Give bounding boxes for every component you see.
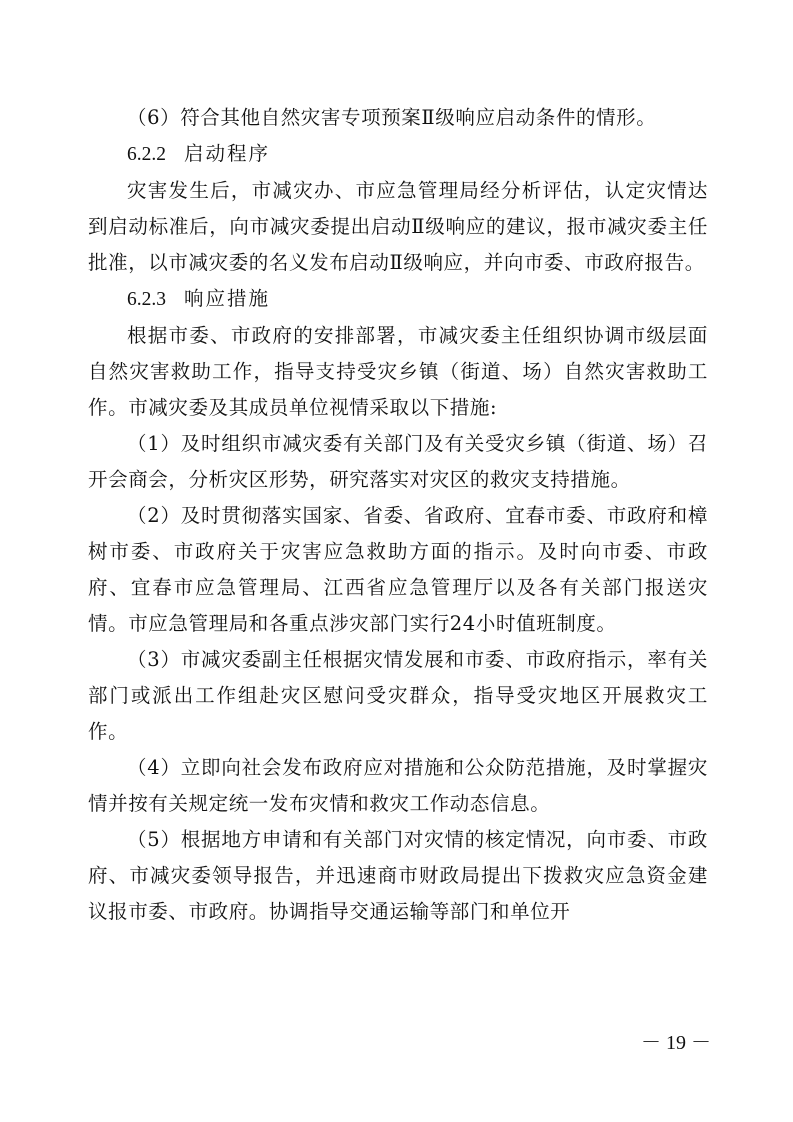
measure-1-paragraph: （1）及时组织市减灾委有关部门及有关受灾乡镇（街道、场）召开会商会，分析灾区形势，研究落实对灾区的救灾支持措施。 — [88, 432, 708, 491]
section-heading-6-2-3 — [88, 281, 708, 318]
measure-2-paragraph: （2）及时贯彻落实国家、省委、省政府、宜春市委、市政府和樟树市委、市政府关于灾害应急救助方面的指示。及时向市委、市政府、宜春市应急管理局、江西省应急管理厅以及各有关部门报送灾情。市应急管理局和各重点涉灾部门实行24小时值班制度。 — [88, 504, 708, 635]
measures-intro-paragraph: 根据市委、市政府的安排部署，市减灾委主任组织协调市级层面自然灾害救助工作，指导支持受灾乡镇（街道、场）自然灾害救助工作。市减灾委及其成员单位视情采取以下措施: — [88, 324, 708, 419]
section-title: 启动程序 — [184, 142, 271, 165]
section-number: 6.2.3 — [127, 289, 166, 310]
measure-4-paragraph: （4）立即向社会发布政府应对措施和公众防范措施，及时掌握灾情并按有关规定统一发布灾情和救灾工作动态信息。 — [88, 756, 708, 815]
document-body — [88, 100, 708, 930]
section-title: 响应措施 — [184, 287, 271, 310]
section-heading-6-2-2 — [88, 136, 708, 173]
page-number: － 19 － — [641, 1032, 711, 1054]
measure-3-paragraph: （3）市减灾委副主任根据灾情发展和市委、市政府指示，率有关部门或派出工作组赴灾区慰问受灾群众，指导受灾地区开展救灾工作。 — [88, 648, 708, 743]
section-number: 6.2.2 — [127, 144, 166, 165]
procedure-paragraph: 灾害发生后，市减灾办、市应急管理局经分析评估，认定灾情达到启动标准后，向市减灾委提出启动Ⅱ级响应的建议，报市减灾委主任批准，以市减灾委的名义发布启动Ⅱ级响应，并向市委、市政府报告。 — [88, 179, 708, 274]
item-6-paragraph: （6）符合其他自然灾害专项预案Ⅱ级响应启动条件的情形。 — [127, 106, 657, 129]
measure-5-paragraph: （5）根据地方申请和有关部门对灾情的核定情况，向市委、市政府、市减灾委领导报告，并迅速商市财政局提出下拨救灾应急资金建议报市委、市政府。协调指导交通运输等部门和单位开 — [88, 828, 708, 923]
